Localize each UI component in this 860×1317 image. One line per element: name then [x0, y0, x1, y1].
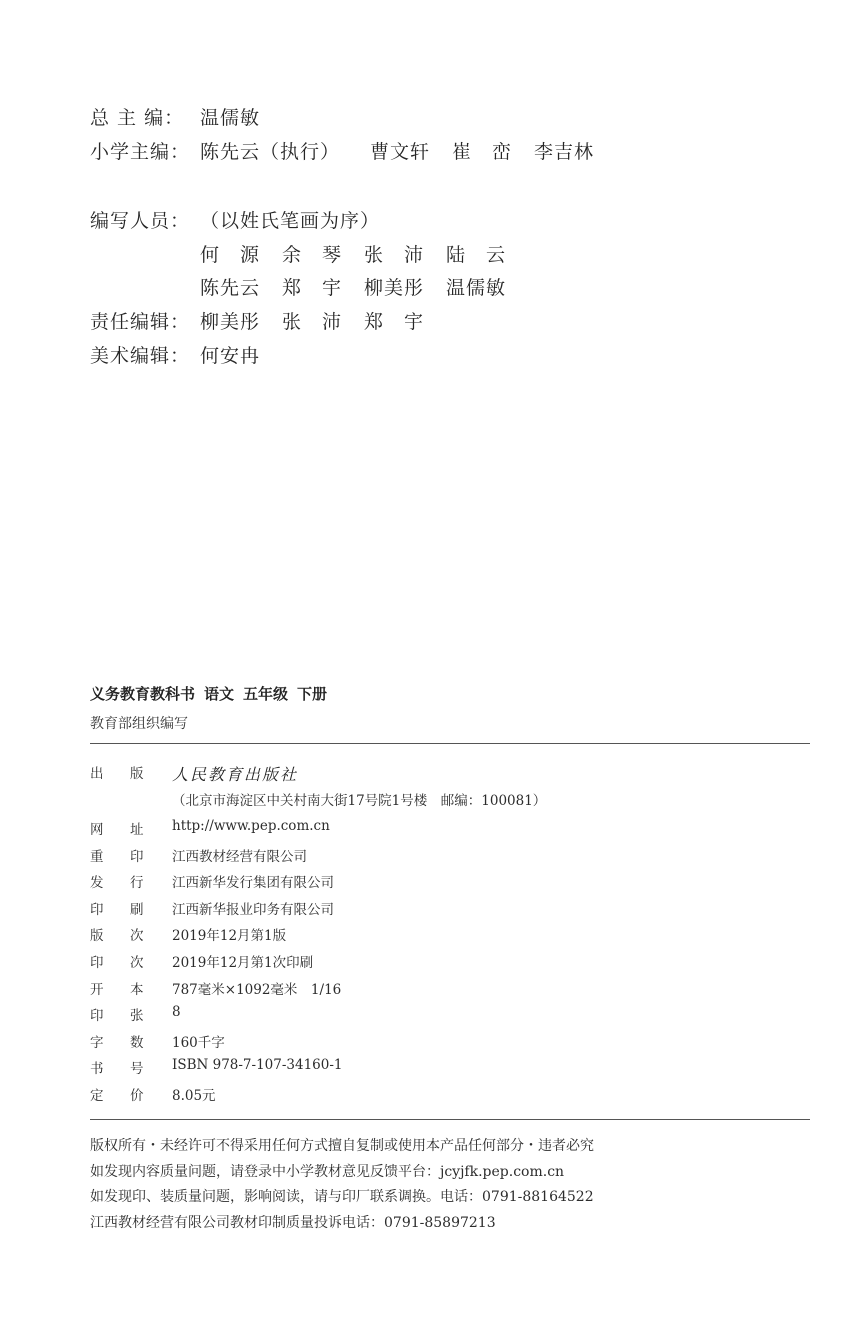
credit-label: 总 主 编： — [90, 107, 185, 129]
writer-name: 柳美彤 — [364, 277, 425, 299]
footer-feedback: 如发现内容质量问题，请登录中小学教材意见反馈平台：jcyjfk.pep.com.cn — [90, 1164, 565, 1180]
imprint-key: 重 — [90, 848, 104, 865]
imprint-key: 号 — [130, 1061, 144, 1078]
credit-name: 温儒敏 — [200, 107, 261, 129]
imprint-key: 价 — [130, 1088, 144, 1104]
imprint-key: 印 — [130, 848, 144, 865]
imprint-value: 8 — [172, 1004, 181, 1021]
credit-label: 小学主编： — [90, 141, 191, 163]
publisher-logo-text: 人民教育出版社 — [172, 765, 299, 784]
imprint-key: 址 — [130, 822, 144, 838]
credit-art-editor — [90, 341, 260, 368]
credit-name: 柳美彤 — [200, 311, 261, 333]
book-subject: 语文 — [204, 685, 235, 703]
imprint-key: 次 — [130, 928, 144, 945]
writers-order-note: （以姓氏笔画为序） — [200, 210, 381, 232]
imprint-key: 定 — [90, 1088, 104, 1104]
book-grade: 五年级 — [243, 685, 289, 703]
credit-name: 李吉林 — [534, 141, 595, 163]
imprint-key: 张 — [130, 1008, 144, 1025]
divider-bottom — [90, 1119, 810, 1120]
credit-chief-editor — [90, 103, 260, 130]
writer-name: 郑 宇 — [282, 277, 343, 299]
imprint-value: 江西教材经营有限公司 — [172, 848, 307, 865]
imprint-key: 印 — [90, 1008, 104, 1025]
credit-responsible-editor — [90, 307, 424, 334]
credit-label: 编写人员： — [90, 210, 191, 232]
imprint-key: 本 — [130, 981, 144, 998]
writer-name: 余 琴 — [282, 244, 343, 266]
credit-name: 曹文轩 — [370, 141, 431, 163]
imprint-key: 版 — [90, 928, 104, 945]
credit-name: 何安冉 — [200, 345, 261, 367]
imprint-value: 787毫米×1092毫米 1/16 — [172, 981, 342, 998]
credit-name: 张 沛 — [282, 311, 343, 333]
imprint-key: 数 — [130, 1034, 144, 1051]
imprint-value: ISBN 978-7-107-34160-1 — [172, 1057, 343, 1074]
credit-name: 崔 峦 — [452, 141, 513, 163]
imprint-value: 8.05元 — [172, 1088, 216, 1104]
credit-primary-editor — [90, 137, 594, 164]
credit-label: 美术编辑： — [90, 345, 191, 367]
imprint-key: 印 — [90, 901, 104, 918]
imprint-value: 2019年12月第1次印刷 — [172, 955, 314, 971]
book-title — [90, 683, 336, 704]
credit-label: 责任编辑： — [90, 311, 191, 333]
imprint-value: 2019年12月第1版 — [172, 928, 287, 945]
book-compiler: 教育部组织编写 — [90, 716, 188, 732]
writers-row-1 — [200, 240, 506, 267]
imprint-value: http://www.pep.com.cn — [172, 818, 330, 834]
credit-name: 陈先云（执行） — [200, 141, 341, 163]
imprint-value: 160千字 — [172, 1034, 225, 1051]
imprint-address: （北京市海淀区中关村南大街17号院1号楼 邮编：100081） — [172, 793, 547, 809]
imprint-key: 字 — [90, 1034, 104, 1051]
writer-name: 张 沛 — [364, 244, 425, 266]
writer-name: 何 源 — [200, 244, 261, 266]
imprint-key: 次 — [130, 955, 144, 971]
credit-name: 郑 宇 — [364, 311, 425, 333]
imprint-value: 江西新华发行集团有限公司 — [172, 875, 334, 892]
footer-complaint: 江西教材经营有限公司教材印制质量投诉电话：0791-85897213 — [90, 1215, 496, 1231]
imprint-key-1: 出 — [90, 766, 104, 782]
imprint-key: 印 — [90, 955, 104, 971]
book-volume: 下册 — [297, 685, 328, 703]
footer-copyright: 版权所有・未经许可不得采用任何方式擅自复制或使用本产品任何部分・违者必究 — [90, 1138, 594, 1154]
writer-name: 温儒敏 — [446, 277, 507, 299]
imprint-key: 刷 — [130, 901, 144, 918]
credit-writers-heading — [90, 206, 380, 233]
book-series: 义务教育教科书 — [90, 685, 196, 703]
divider-top — [90, 743, 810, 744]
imprint-key: 行 — [130, 875, 144, 892]
imprint-key: 开 — [90, 981, 104, 998]
imprint-key: 书 — [90, 1061, 104, 1078]
imprint-key: 网 — [90, 822, 104, 838]
imprint-key: 发 — [90, 875, 104, 892]
writers-row-2 — [200, 273, 506, 300]
imprint-key-2: 版 — [130, 766, 144, 782]
writer-name: 陈先云 — [200, 277, 261, 299]
imprint-value: 江西新华报业印务有限公司 — [172, 901, 334, 918]
footer-print-quality: 如发现印、装质量问题，影响阅读，请与印厂联系调换。电话：0791-88164522 — [90, 1189, 594, 1205]
writer-name: 陆 云 — [446, 244, 507, 266]
